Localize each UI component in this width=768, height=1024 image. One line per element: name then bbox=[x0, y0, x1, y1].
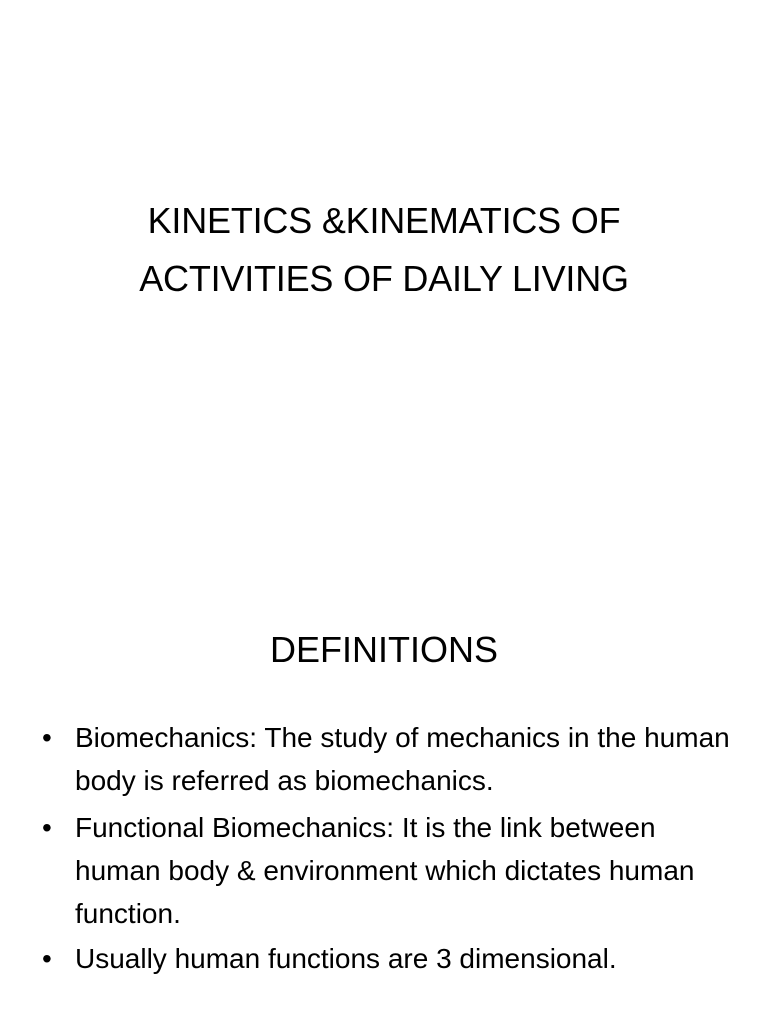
bullet-icon: • bbox=[42, 943, 52, 974]
list-item bbox=[42, 806, 738, 935]
title-slide-heading bbox=[40, 192, 728, 308]
title-line-1: KINETICS &KINEMATICS OF bbox=[147, 200, 621, 241]
list-item-text: Biomechanics: The study of mechanics in the human body is referred as biomechanics. bbox=[75, 722, 730, 796]
bullet-icon: • bbox=[42, 812, 52, 843]
list-item bbox=[42, 937, 738, 980]
bullet-icon: • bbox=[42, 722, 52, 753]
list-item-text: Functional Biomechanics: It is the link between human body & environment which dictates human function. bbox=[75, 812, 695, 929]
list-item-text: Usually human functions are 3 dimensional. bbox=[75, 943, 617, 974]
definitions-heading: DEFINITIONS bbox=[269, 629, 498, 670]
list-item bbox=[42, 716, 738, 802]
definitions-list bbox=[42, 716, 738, 980]
title-line-2: ACTIVITIES OF DAILY LIVING bbox=[139, 258, 629, 299]
definitions-slide bbox=[0, 576, 768, 1024]
